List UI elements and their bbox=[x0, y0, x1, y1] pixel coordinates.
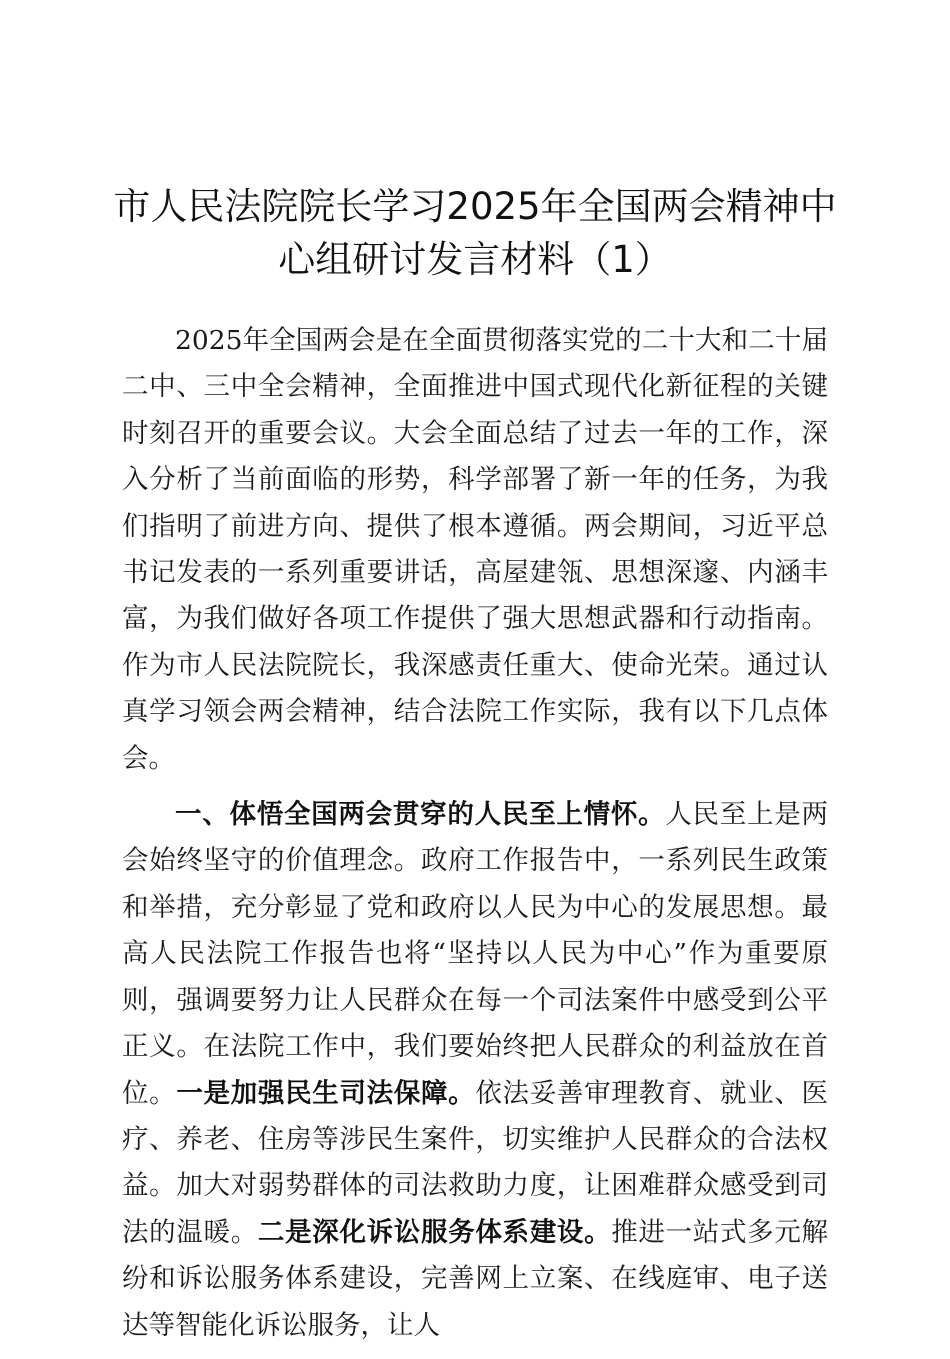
point-one-heading: 一是加强民生司法保障。 bbox=[176, 1077, 476, 1109]
title-line-2: 心组研讨发言材料（1） bbox=[278, 238, 672, 281]
section-one-heading: 一、体悟全国两会贯穿的人民至上情怀。 bbox=[175, 799, 666, 831]
point-two-heading: 二是深化诉讼服务体系建设。 bbox=[257, 1216, 612, 1248]
point-two-text: 推进一站式多元解纷和诉讼服务体系建设，完善网上立案、在线庭审、电子送达等智能化诉讼服务，让人 bbox=[122, 1216, 829, 1341]
document-title bbox=[100, 180, 850, 286]
document-body bbox=[122, 318, 828, 1359]
section-one-text: 人民至上是两会始终坚守的价值理念。政府工作报告中，一系列民生政策和举措，充分彰显了党和政府以人民为中心的发展思想。最高人民法院工作报告也将“坚持以人民为中心”作为重要原则，强调要努力让人民群众在每一个司法案件中感受到公平正义。在法院工作中，我们要始终把人民群众的利益放在首位。 bbox=[122, 799, 829, 1109]
intro-text: 2025年全国两会是在全面贯彻落实党的二十大和二十届二中、三中全会精神，全面推进中国式现代化新征程的关键时刻召开的重要会议。大会全面总结了过去一年的工作，深入分析了当前面临的形势，科学部署了新一年的任务，为我们指明了前进方向、提供了根本遵循。两会期间，习近平总书记发表的一系列重要讲话，高屋建瓴、思想深邃、内涵丰富，为我们做好各项工作提供了强大思想武器和行动指南。作为市人民法院院长，我深感责任重大、使命光荣。通过认真学习领会两会精神，结合法院工作实际，我有以下几点体会。 bbox=[122, 325, 828, 774]
section-one-paragraph bbox=[122, 792, 828, 1349]
intro-paragraph bbox=[122, 318, 828, 782]
title-line-1: 市人民法院院长学习2025年全国两会精神中 bbox=[113, 185, 837, 228]
point-one-text: 依法妥善审理教育、就业、医疗、养老、住房等涉民生案件，切实维护人民群众的合法权益。加大对弱势群体的司法救助力度，让困难群众感受到司法的温暖。 bbox=[122, 1077, 829, 1248]
